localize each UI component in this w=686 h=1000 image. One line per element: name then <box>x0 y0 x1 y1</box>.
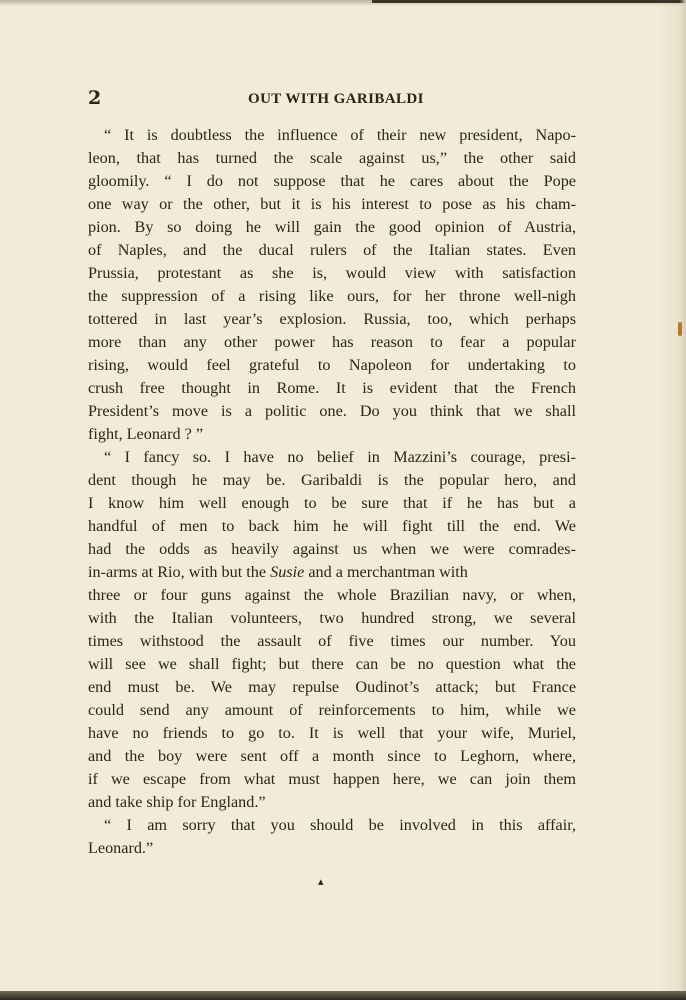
text-line: fight, Leonard ? ” <box>88 425 204 443</box>
text-line: could send any amount of reinforcements to him, while we <box>88 701 576 719</box>
text-line: have no friends to go to. It is well that your wife, Muriel, <box>88 724 576 742</box>
text-segment: and a merchantman with <box>304 563 468 581</box>
text-line: rising, would feel grateful to Napoleon for undertaking to <box>88 356 576 374</box>
text-line: tottered in last year’s explosion. Russia, too, which perhaps <box>88 310 576 328</box>
page-bottom-edge <box>0 991 686 1000</box>
text-line: and the boy were sent off a month since to Leghorn, where, <box>88 747 576 765</box>
page-header <box>88 86 578 110</box>
text-line: and take ship for England.” <box>88 793 266 811</box>
text-line: I know him well enough to be sure that if he has but a <box>88 494 576 512</box>
text-line: if we escape from what must happen here, we can join them <box>88 770 576 788</box>
text-line <box>88 561 576 584</box>
text-line: times withstood the assault of five times our number. You <box>88 632 576 650</box>
printer-mark-icon: ▴ <box>318 875 324 888</box>
text-line: end must be. We may repulse Oudinot’s attack; but France <box>88 678 576 696</box>
running-title: OUT WITH GARIBALDI <box>248 91 424 107</box>
text-segment: in-arms at Rio, with but the <box>88 563 271 581</box>
text-line: pion. By so doing he will gain the good opinion of Austria, <box>88 218 576 236</box>
text-line: more than any other power has reason to fear a popular <box>88 333 576 351</box>
text-line: “ It is doubtless the influence of their new president, Napo- <box>104 126 576 144</box>
text-line: will see we shall fight; but there can be no question what the <box>88 655 576 673</box>
text-line: with the Italian volunteers, two hundred strong, we several <box>88 609 576 627</box>
text-line: President’s move is a politic one. Do you think that we shall <box>88 402 576 420</box>
text-line: one way or the other, but it is his interest to pose as his cham- <box>88 195 576 213</box>
page-number: 2 <box>88 87 102 109</box>
text-line: leon, that has turned the scale against us,” the other said <box>88 149 576 167</box>
text-line: Prussia, protestant as she is, would view with satisfaction <box>88 264 576 282</box>
text-line: the suppression of a rising like ours, for her throne well-nigh <box>88 287 576 305</box>
page-right-edge <box>680 0 686 1000</box>
text-line: crush free thought in Rome. It is evident that the French <box>88 379 576 397</box>
edge-tab-mark <box>678 322 682 336</box>
text-line: handful of men to back him he will fight till the end. We <box>88 517 576 535</box>
text-line: had the odds as heavily against us when we were comrades- <box>88 540 576 558</box>
text-line: dent though he may be. Garibaldi is the popular hero, and <box>88 471 576 489</box>
top-edge-rule <box>372 0 686 3</box>
text-line: Leonard.” <box>88 839 154 857</box>
text-line: “ I am sorry that you should be involved in this affair, <box>104 816 576 834</box>
text-line: three or four guns against the whole Brazilian navy, or when, <box>88 586 576 604</box>
text-line: of Naples, and the ducal rulers of the Italian states. Even <box>88 241 576 259</box>
text-line: gloomily. “ I do not suppose that he cares about the Pope <box>88 172 576 190</box>
ship-name-italic: Susie <box>270 563 305 581</box>
text-line: “ I fancy so. I have no belief in Mazzini’s courage, presi- <box>104 448 576 466</box>
